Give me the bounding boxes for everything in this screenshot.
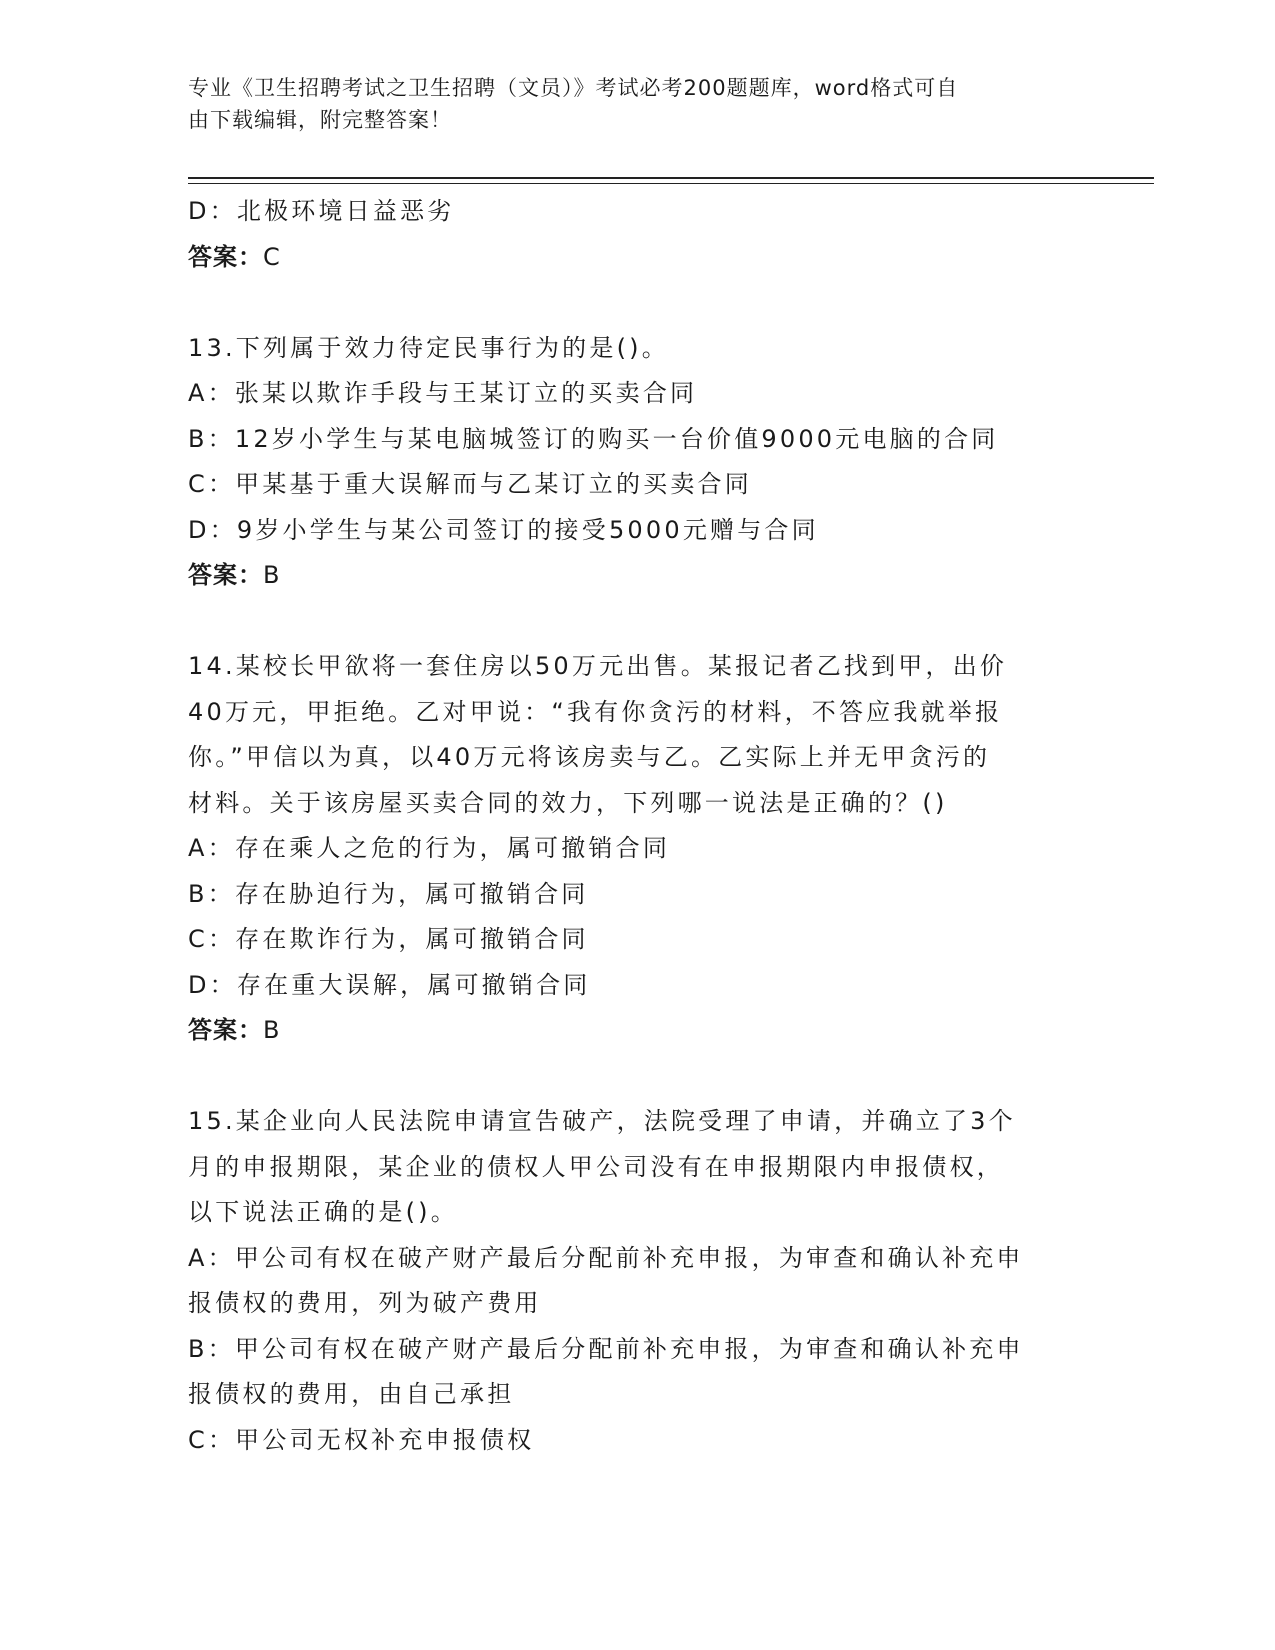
answer-label: 答案： bbox=[188, 242, 263, 271]
option-d: D：存在重大误解，属可撤销合同 bbox=[188, 970, 591, 999]
answer-label: 答案： bbox=[188, 561, 263, 589]
question-stem-line: 15.某企业向人民法院申请宣告破产，法院受理了申请，并确立了3个 bbox=[188, 1107, 1016, 1135]
question-stem-line: 材料。关于该房屋买卖合同的效力，下列哪一说法是正确的？() bbox=[188, 788, 948, 817]
option-d: D：9岁小学生与某公司签订的接受5000元赠与合同 bbox=[188, 515, 819, 544]
option-c: C：甲某基于重大误解而与乙某订立的买卖合同 bbox=[188, 470, 752, 498]
option-b-continued: 报债权的费用，由自己承担 bbox=[188, 1380, 515, 1408]
question-stem: 13.下列属于效力待定民事行为的是()。 bbox=[188, 333, 669, 362]
option-c: C：甲公司无权补充申报债权 bbox=[188, 1425, 535, 1454]
header-line: 专业《卫生招聘考试之卫生招聘（文员）》考试必考200题题库，word格式可自 bbox=[188, 76, 959, 100]
option-a-continued: 报债权的费用，列为破产费用 bbox=[188, 1289, 542, 1317]
question-15 bbox=[188, 1099, 1088, 1463]
answer-value: C bbox=[263, 242, 281, 271]
answer-line bbox=[188, 553, 1088, 599]
option-c: C：存在欺诈行为，属可撤销合同 bbox=[188, 925, 589, 953]
question-14 bbox=[188, 644, 1088, 1054]
question-stem-line: 你。”甲信以为真，以40万元将该房卖与乙。乙实际上并无甲贪污的 bbox=[188, 743, 991, 771]
option-b: B：存在胁迫行为，属可撤销合同 bbox=[188, 879, 589, 908]
spacer bbox=[188, 1054, 1088, 1100]
answer-line bbox=[188, 1008, 1088, 1054]
answer-line bbox=[188, 235, 1088, 281]
question-stem-line: 以下说法正确的是()。 bbox=[188, 1198, 458, 1226]
document-header bbox=[188, 72, 1068, 136]
question-12 bbox=[188, 189, 1088, 280]
option-d: D：北极环境日益恶劣 bbox=[188, 197, 455, 225]
option-a: A：甲公司有权在破产财产最后分配前补充申报，为审查和确认补充申 bbox=[188, 1243, 1024, 1272]
spacer bbox=[188, 280, 1088, 326]
answer-value: B bbox=[263, 1016, 281, 1044]
answer-value: B bbox=[263, 561, 281, 589]
header-line: 由下载编辑，附完整答案！ bbox=[188, 108, 452, 132]
question-content bbox=[188, 189, 1088, 1463]
header-divider-thin bbox=[188, 183, 1154, 184]
option-a: A：存在乘人之危的行为，属可撤销合同 bbox=[188, 834, 671, 862]
answer-label: 答案： bbox=[188, 1016, 263, 1044]
question-stem-line: 14.某校长甲欲将一套住房以50万元出售。某报记者乙找到甲，出价 bbox=[188, 652, 1008, 680]
question-stem-line: 40万元，甲拒绝。乙对甲说：“我有你贪污的材料，不答应我就举报 bbox=[188, 697, 1003, 726]
question-stem-line: 月的申报期限，某企业的债权人甲公司没有在申报期限内申报债权， bbox=[188, 1152, 1004, 1181]
question-13 bbox=[188, 326, 1088, 599]
option-a: A：张某以欺诈手段与王某订立的买卖合同 bbox=[188, 379, 698, 407]
option-b: B：甲公司有权在破产财产最后分配前补充申报，为审查和确认补充申 bbox=[188, 1334, 1024, 1363]
option-b: B：12岁小学生与某电脑城签订的购买一台价值9000元电脑的合同 bbox=[188, 424, 999, 453]
spacer bbox=[188, 599, 1088, 645]
header-divider-thick bbox=[188, 177, 1154, 179]
